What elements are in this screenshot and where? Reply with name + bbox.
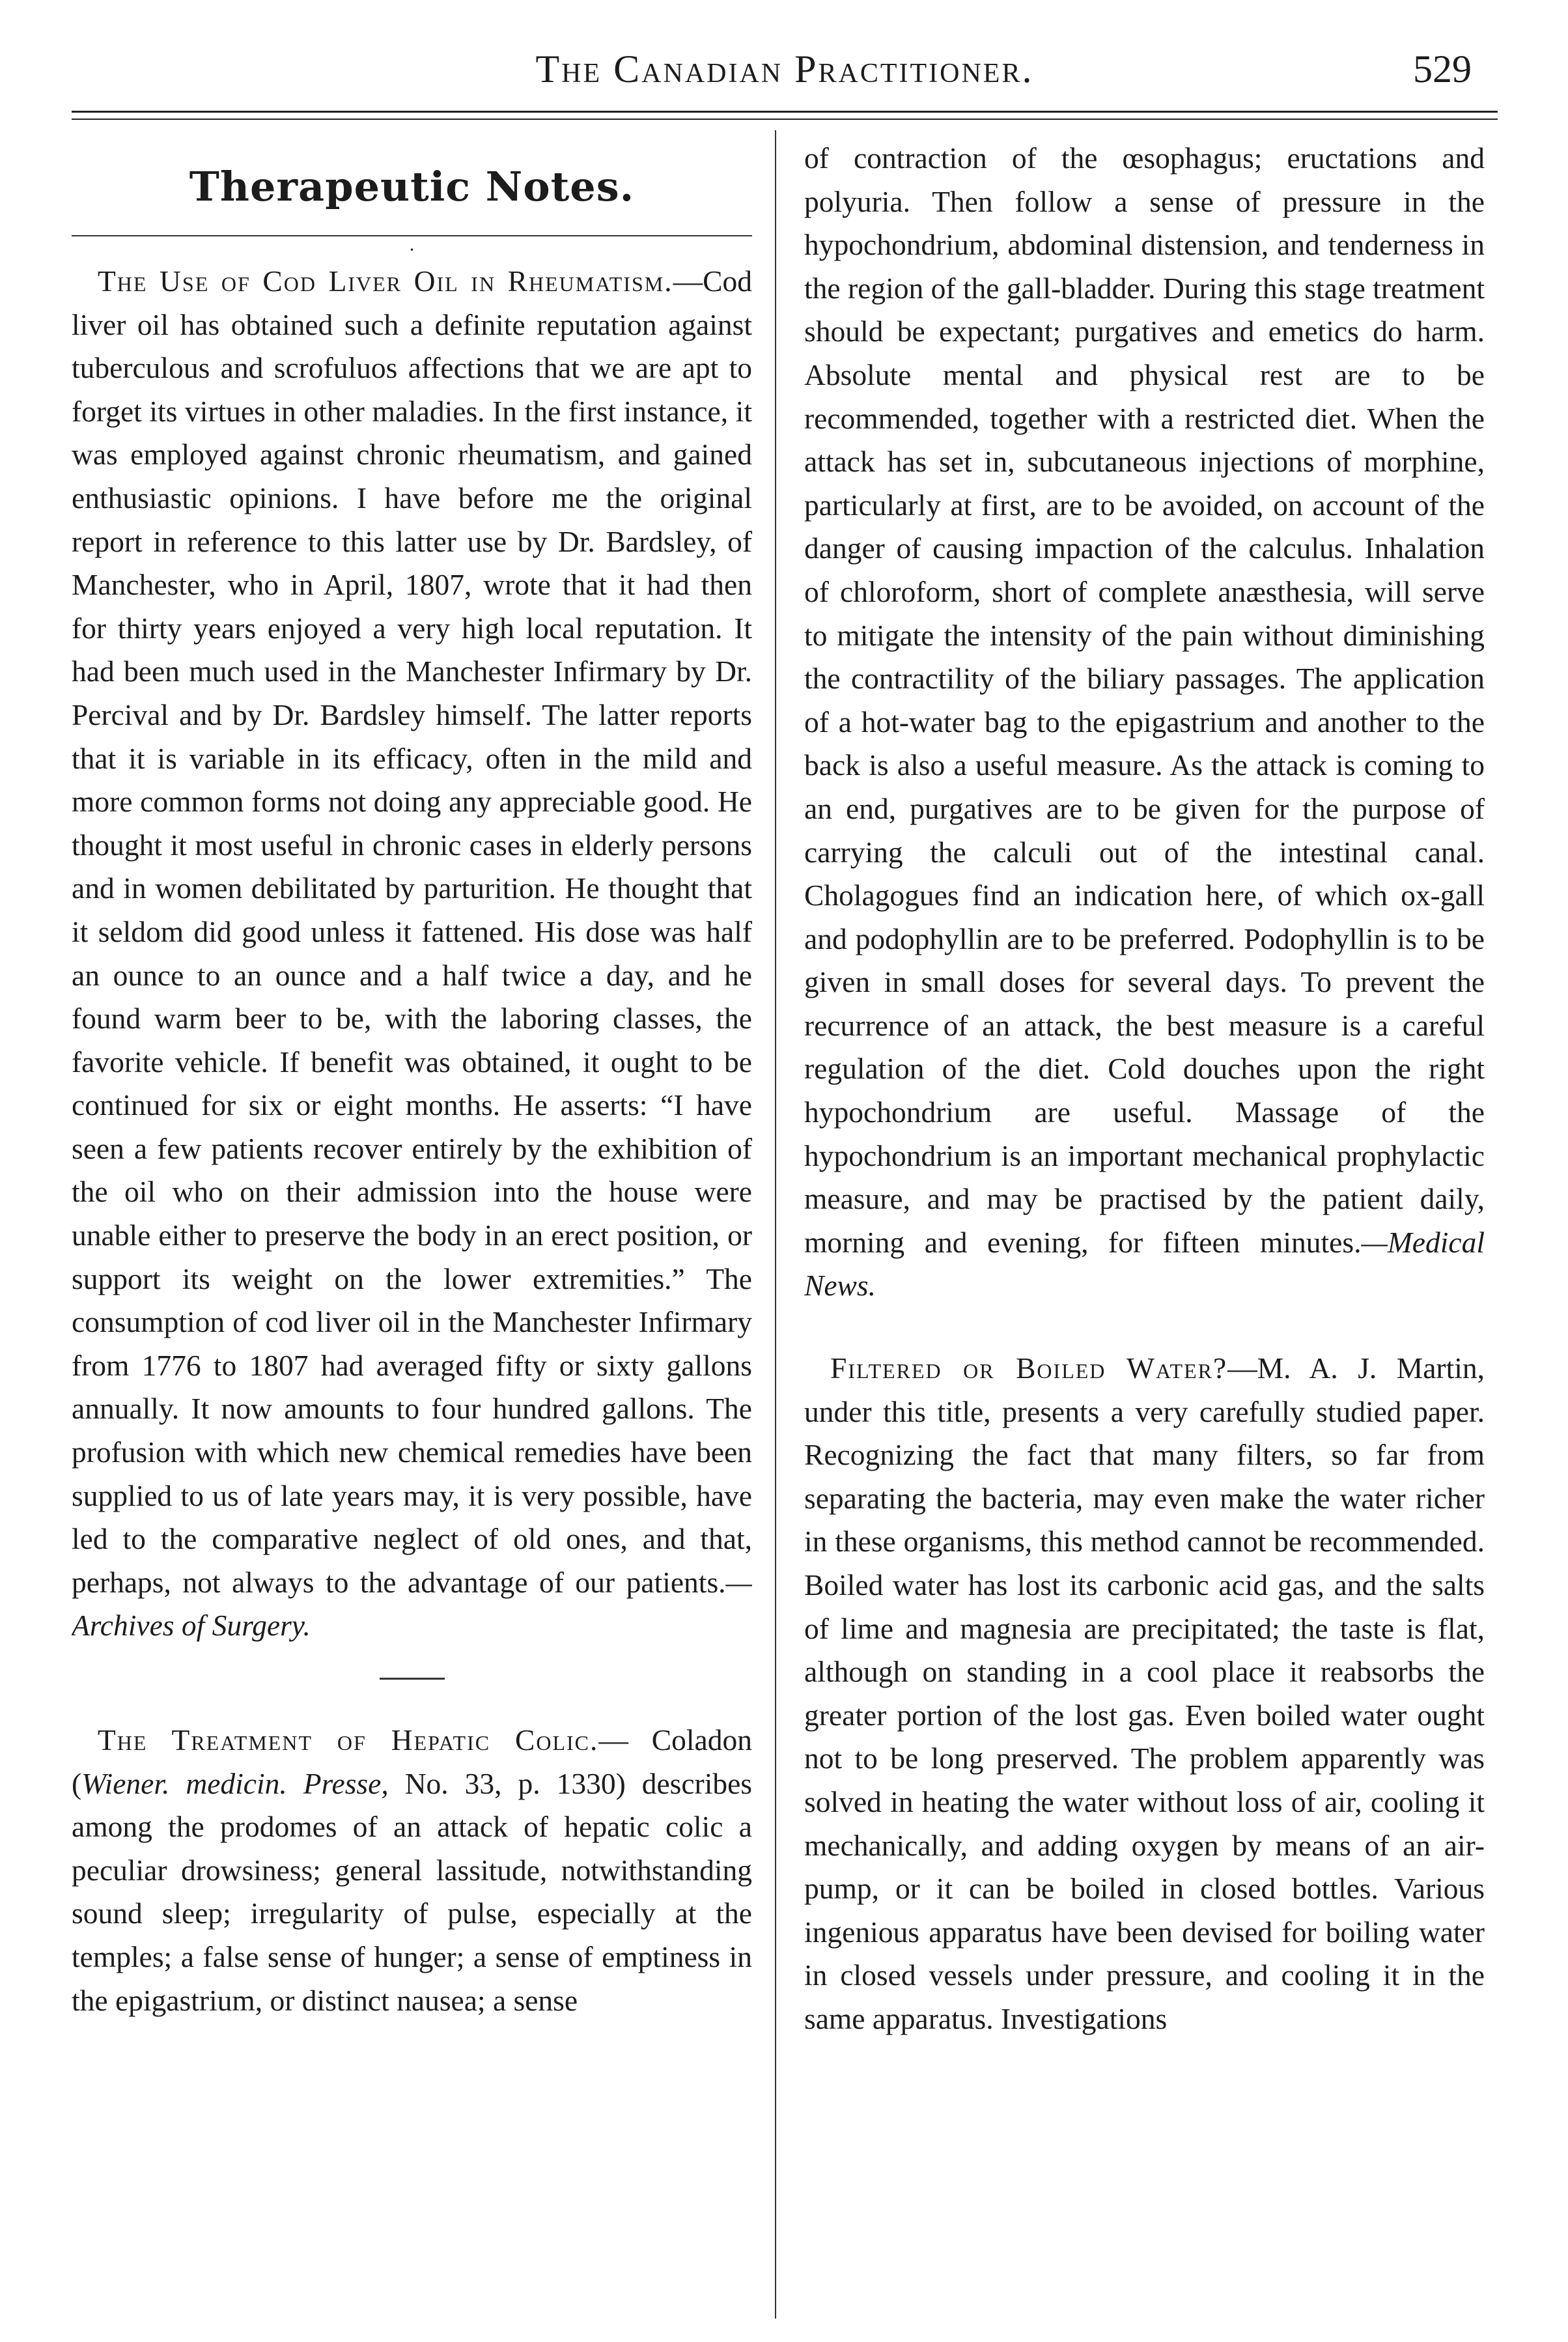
left-column xyxy=(72,137,752,2306)
article-gap xyxy=(804,1308,1485,1347)
journal-citation: Wiener. medicin. Presse, xyxy=(81,1766,389,1800)
article-body-start: — Coladon ( xyxy=(72,1723,752,1800)
article-title: The Use of Cod Liver Oil in Rheumatism. xyxy=(98,264,673,298)
article-source: —Medical News. xyxy=(804,1225,1485,1303)
header-rule-secondary xyxy=(72,119,1498,120)
header-rule xyxy=(72,111,1498,113)
heading-rule xyxy=(72,235,752,236)
column-divider xyxy=(775,130,776,2319)
right-column xyxy=(804,137,1485,2306)
article-title: The Treatment of Hepatic Colic. xyxy=(98,1723,599,1756)
running-title: The Canadian Practitioner. xyxy=(535,48,1034,91)
page-header xyxy=(72,39,1498,104)
article-body: —Cod liver oil has obtained such a definite reputation against tuberculous and scrofuluos affections that we are apt to forget its virtues in other maladies. In the first instance, it was employed against chronic rheumatism, and gained enthusiastic opinions. I have before me the original report in reference to this latter use by Dr. Bardsley, of Manchester, who in April, 1807, wrote that it had then for thirty years enjoyed a very high local reputation. It had been much used in the Manchester Infirmary by Dr. Percival and by Dr. Bardsley himself. The latter reports that it is variable in its efficacy, often in the mild and more common forms not doing any appreciable good. He thought it most useful in chronic cases in elderly persons and in women debilitated by parturition. He thought that it seldom did good unless it fattened. His dose was half an ounce to an ounce and a half twice a day, and he found warm beer to be, with the laboring classes, the favorite vehicle. If benefit was obtained, it ought to be continued for six or eight months. He asserts: “I have seen a few patients recover entirely by the exhibition of the oil who on their admission into the house were unable either to preserve the body in an erect position, or support its weight on the lower extremities.” The consumption of cod liver oil in the Manchester Infirmary from 1776 to 1807 had averaged fifty or sixty gallons annually. It now amounts to four hundred gallons. The profusion with which new chemical remedies have been supplied to us of late years may, it is very possible, have led to the comparative neglect of old ones, and that, perhaps, not always to the advantage of our patients. xyxy=(72,264,752,1599)
article-body: No. 33, p. 1330) describes among the prodomes of an attack of hepatic colic a peculiar drowsiness; general lassitude, notwithstanding sound sleep; irregularity of pulse, especially at the temples; a false sense of hunger; a sense of emptiness in the epigastrium, or distinct nausea; a sense xyxy=(72,1766,752,2017)
article-hepatic-colic xyxy=(72,1719,752,2022)
article-hepatic-colic-continued xyxy=(804,137,1485,1308)
article-filtered-water xyxy=(804,1347,1485,2041)
article-body: —M. A. J. Martin, under this title, presents a very carefully studied paper. Recognizing the fact that many filters, so far from separating the bacteria, may even make the water richer in these organisms, this method cannot be recommended. Boiled water has lost its carbonic acid gas, and the salts of lime and magnesia are precipitated; the taste is flat, although on standing in a cool place it reabsorbs the greater portion of the lost gas. Even boiled water ought not to be long preserved. The problem apparently was solved in heating the water without loss of air, cooling it mechanically, and adding oxygen by means of an air-pump, or it can be boiled in closed bottles. Various ingenious apparatus have been devised for boiling water in closed vessels under pressure, and cooling it in the same apparatus. Investigations xyxy=(804,1351,1485,2035)
page-number: 529 xyxy=(1413,48,1472,91)
heading-dot: · xyxy=(408,239,415,261)
article-title: Filtered or Boiled Water? xyxy=(830,1351,1228,1385)
article-body: of contraction of the œsophagus; eructations and polyuria. Then follow a sense of pressure in the hypochondrium, abdominal distension, and tenderness in the region of the gall-bladder. During this stage treatment should be expectant; purgatives and emetics do harm. Absolute mental and physical rest are to be recommended, together with a restricted diet. When the attack has set in, subcutaneous injections of morphine, particularly at first, are to be avoided, on account of the danger of causing impaction of the calculus. Inhalation of chloroform, short of complete anæsthesia, will serve to mitigate the intensity of the pain without diminishing the contractility of the biliary passages. The application of a hot-water bag to the epigastrium and another to the back is also a useful measure. As the attack is coming to an end, purgatives are to be given for the purpose of carrying the calculi out of the intestinal canal. Cholagogues find an indication here, of which ox-gall and podophyllin are to be preferred. Podophyllin is to be given in small doses for several days. To prevent the recurrence of an attack, the best measure is a careful regulation of the diet. Cold douches upon the right hypochondrium are useful. Massage of the hypochondrium is an important mechanical prophylactic measure, and may be practised by the patient daily, morning and evening, for fifteen minutes. xyxy=(804,141,1485,1259)
article-cod-liver-oil xyxy=(72,260,752,1648)
article-separator xyxy=(380,1678,445,1680)
section-heading: Therapeutic Notes. xyxy=(189,163,635,210)
article-source: —Archives of Surgery. xyxy=(72,1565,752,1643)
